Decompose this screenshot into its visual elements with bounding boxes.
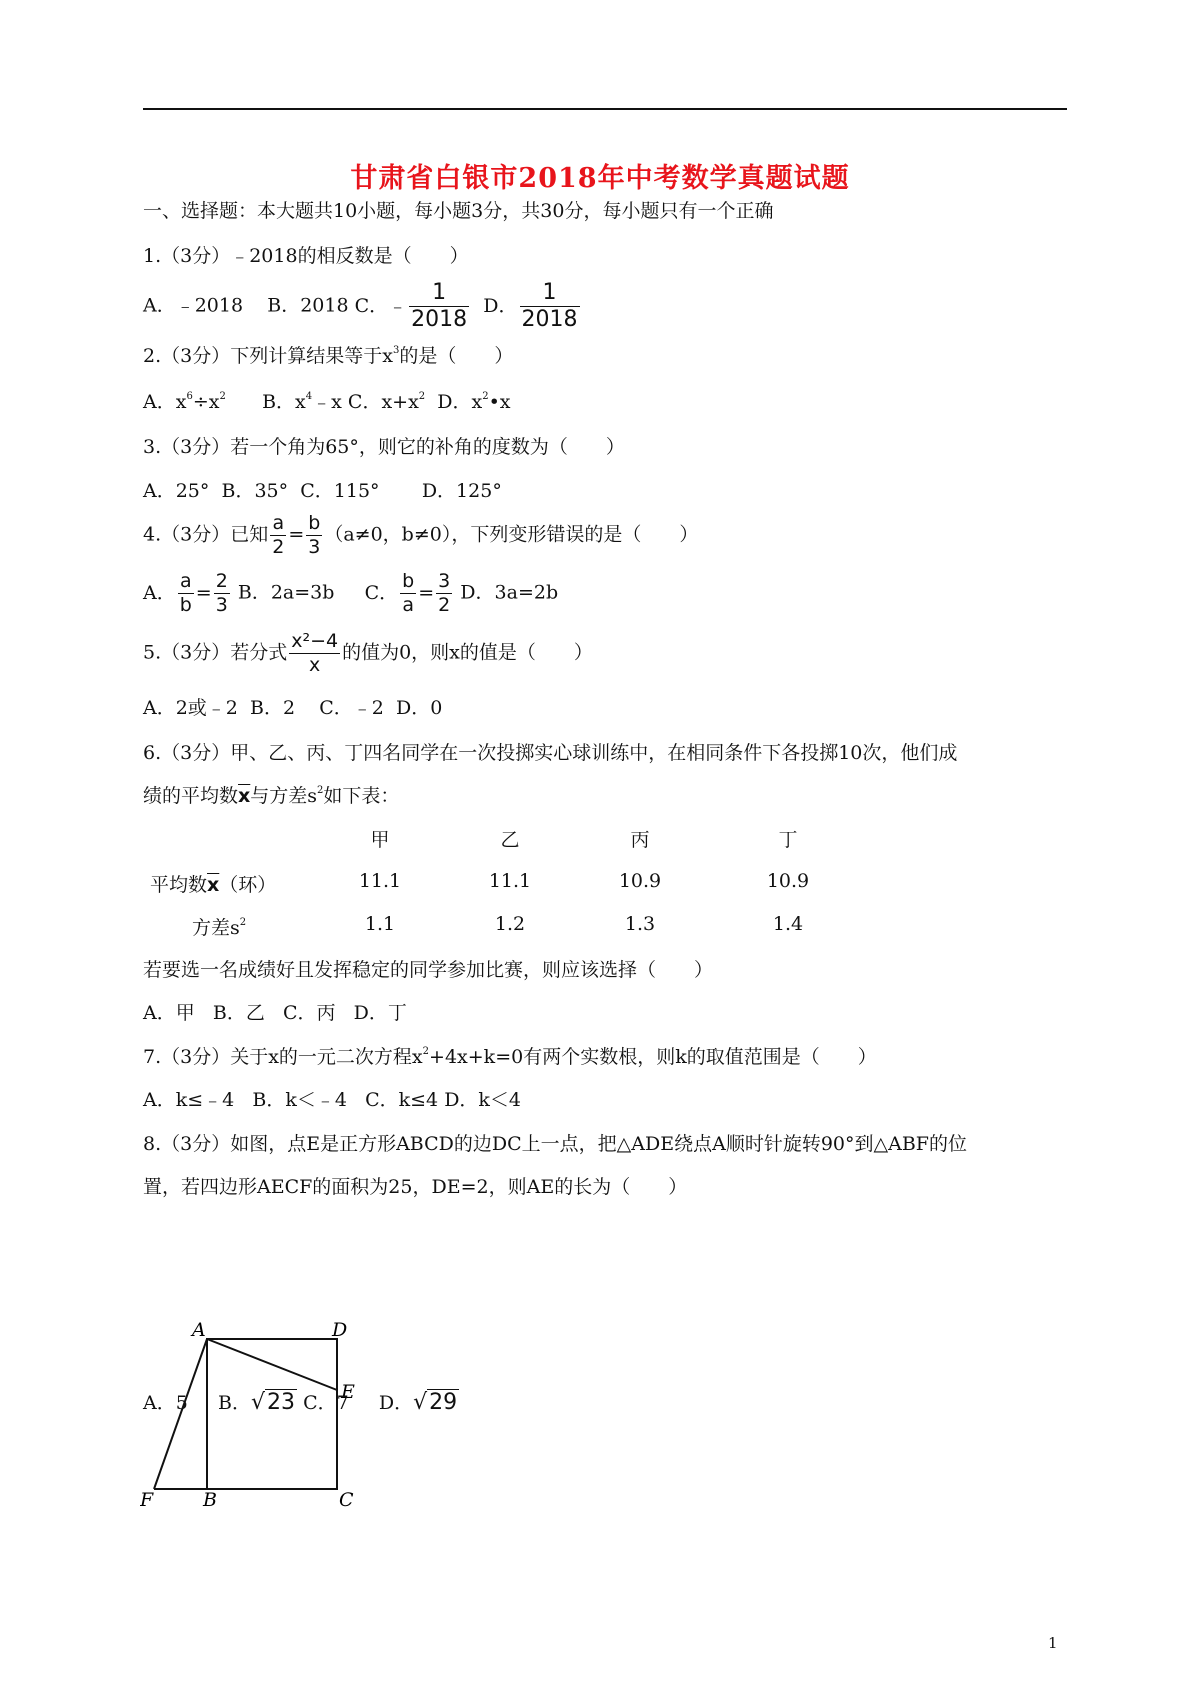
q4-option-b: B．2a=3b [237,581,335,604]
header-rule [143,108,1067,110]
table-header-bing: 丙 [630,829,650,851]
label-f: F [140,1489,154,1508]
q8-option-b: B．√23 [218,1390,296,1415]
q7-option-a: A．k≤﹣4 [143,1089,235,1111]
q2-option-a: A．$x^6\div x^2$ [143,391,226,413]
page-title: 甘肃省白银市2018年中考数学真题试题 [350,163,850,194]
table-cell: 10.9 [618,870,662,892]
sqrt-icon: √23 [250,1390,296,1415]
q4-fraction-b3: $\frac{b}{3}$ [308,512,321,558]
q4-fraction-a2: $\frac{a}{2}$ [272,512,285,558]
q5-option-d: D．0 [395,697,443,719]
q6-stem-line2: 绩的平均数$\overline{x}$与方差$s^2$如下表： [143,785,400,807]
q4-stem: 4.（3分）已知 $\frac{a}{2}$ = $\frac{b}{3}$ （a≠0，b≠0），下列变形错误的是（ ） [143,512,699,558]
table-cell: 11.1 [488,870,532,892]
q1-c-fraction: $\frac{1}{2018}$ [411,280,468,332]
sqrt-icon: √29 [413,1390,458,1415]
table-row-label-variance: 方差$s^2$ [192,917,247,939]
q8-option-a: A．5 [143,1392,188,1414]
q1-option-d: D． $\frac{1}{2018}$ [483,280,578,332]
q2-stem: 2.（3分）下列计算结果等于$x^3$的是（ ） [143,345,514,367]
q8-option-c: C．7 [303,1392,349,1414]
q6-stem-line1: 6.（3分）甲、乙、丙、丁四名同学在一次投掷实心球训练中，在相同条件下各投掷10次，他们成 [143,742,958,764]
q1-option-a: A．﹣2018 [143,294,244,317]
q3-stem: 3.（3分）若一个角为65°，则它的补角的度数为（ ） [143,436,625,458]
q4-option-c: C． $\frac{b}{a}$ = $\frac{3}{2}$ [364,570,451,616]
q2-option-c: C．$x+x^2$ [347,391,426,413]
q1-option-b: B．2018 [267,294,349,317]
q7-option-b: B．k＜﹣4 [252,1089,347,1111]
q2-options [143,389,511,415]
table-cell: 1.1 [364,913,396,935]
q7-options [143,1087,521,1113]
q4-options [143,572,558,615]
section-heading: 一、选择题：本大题共10小题，每小题3分，共30分，每小题只有一个正确 [143,200,774,222]
q3-option-c: C．115° [300,480,380,502]
q7-option-d: D．k＜4 [444,1089,522,1111]
table-header-jia: 甲 [370,829,390,851]
q3-option-b: B．35° [221,480,289,502]
segment-ae [207,1339,337,1390]
q8-option-d: D．√29 [378,1390,458,1415]
q8-options [143,1390,459,1416]
label-a: A [192,1319,206,1341]
q6-option-d: D．丁 [353,1002,407,1024]
q2-option-d: D．$x^2•x$ [437,391,511,413]
table-cell: 1.3 [624,913,656,935]
q1-stem: 1.（3分）﹣2018的相反数是（ ） [143,245,469,267]
table-cell: 11.1 [358,870,402,892]
q6-option-b: B．乙 [212,1002,265,1024]
table-header-ding: 丁 [778,829,798,851]
q5-stem: 5.（3分）若分式 $\frac{\text{x²−4}}{x}$ 的值为0，则x的值是（ ） [143,630,593,676]
label-b: B [203,1489,217,1508]
q5-fraction: $\frac{\text{x²−4}}{x}$ [291,630,339,676]
q5-options [143,695,442,721]
label-d: D [332,1319,348,1341]
q6-option-c: C．丙 [282,1002,336,1024]
q4-option-d: D．3a=2b [460,581,559,604]
table-cell: 1.4 [772,913,804,935]
table-row-label-mean: 平均数$\overline{x}$（环） [150,874,277,896]
q6-option-a: A．甲 [143,1002,195,1024]
table-header-yi: 乙 [500,829,520,851]
q4-option-a: A． $\frac{a}{b}$ = $\frac{2}{3}$ [143,570,228,616]
q3-option-d: D．125° [421,480,502,502]
q7-stem: 7.（3分）关于x的一元二次方程$x^2+4x+k=0$有两个实数根，则k的取值范围是（ ） [143,1046,877,1068]
q1-d-fraction: $\frac{1}{2018}$ [521,280,578,332]
q3-option-a: A．25° [143,480,210,502]
q5-option-b: B．2 [250,697,296,719]
q6-question: 若要选一名成绩好且发挥稳定的同学参加比赛，则应该选择（ ） [143,959,714,981]
q8-stem-line2: 置，若四边形AECF的面积为25，DE=2，则AE的长为（ ） [143,1176,688,1198]
q7-option-c: C．k≤4 [365,1089,439,1111]
q2-option-b: B．$x^4﹣x$ [262,391,342,413]
q3-options [143,478,502,504]
q1-option-c: C．﹣ $\frac{1}{2018}$ [354,280,468,332]
q8-stem-line1: 8.（3分）如图，点E是正方形ABCD的边DC上一点，把△ADE绕点A顺时针旋转90°到△ABF的位 [143,1133,967,1155]
table-cell: 10.9 [766,870,810,892]
q1-options [143,282,582,331]
q5-option-c: C．﹣2 [319,697,384,719]
label-c: C [339,1489,354,1508]
q6-options [143,1000,407,1026]
label-e: E [341,1381,355,1403]
page-number: 1 [1048,1634,1058,1652]
table-cell: 1.2 [494,913,526,935]
q5-option-a: A．2或﹣2 [143,697,238,719]
